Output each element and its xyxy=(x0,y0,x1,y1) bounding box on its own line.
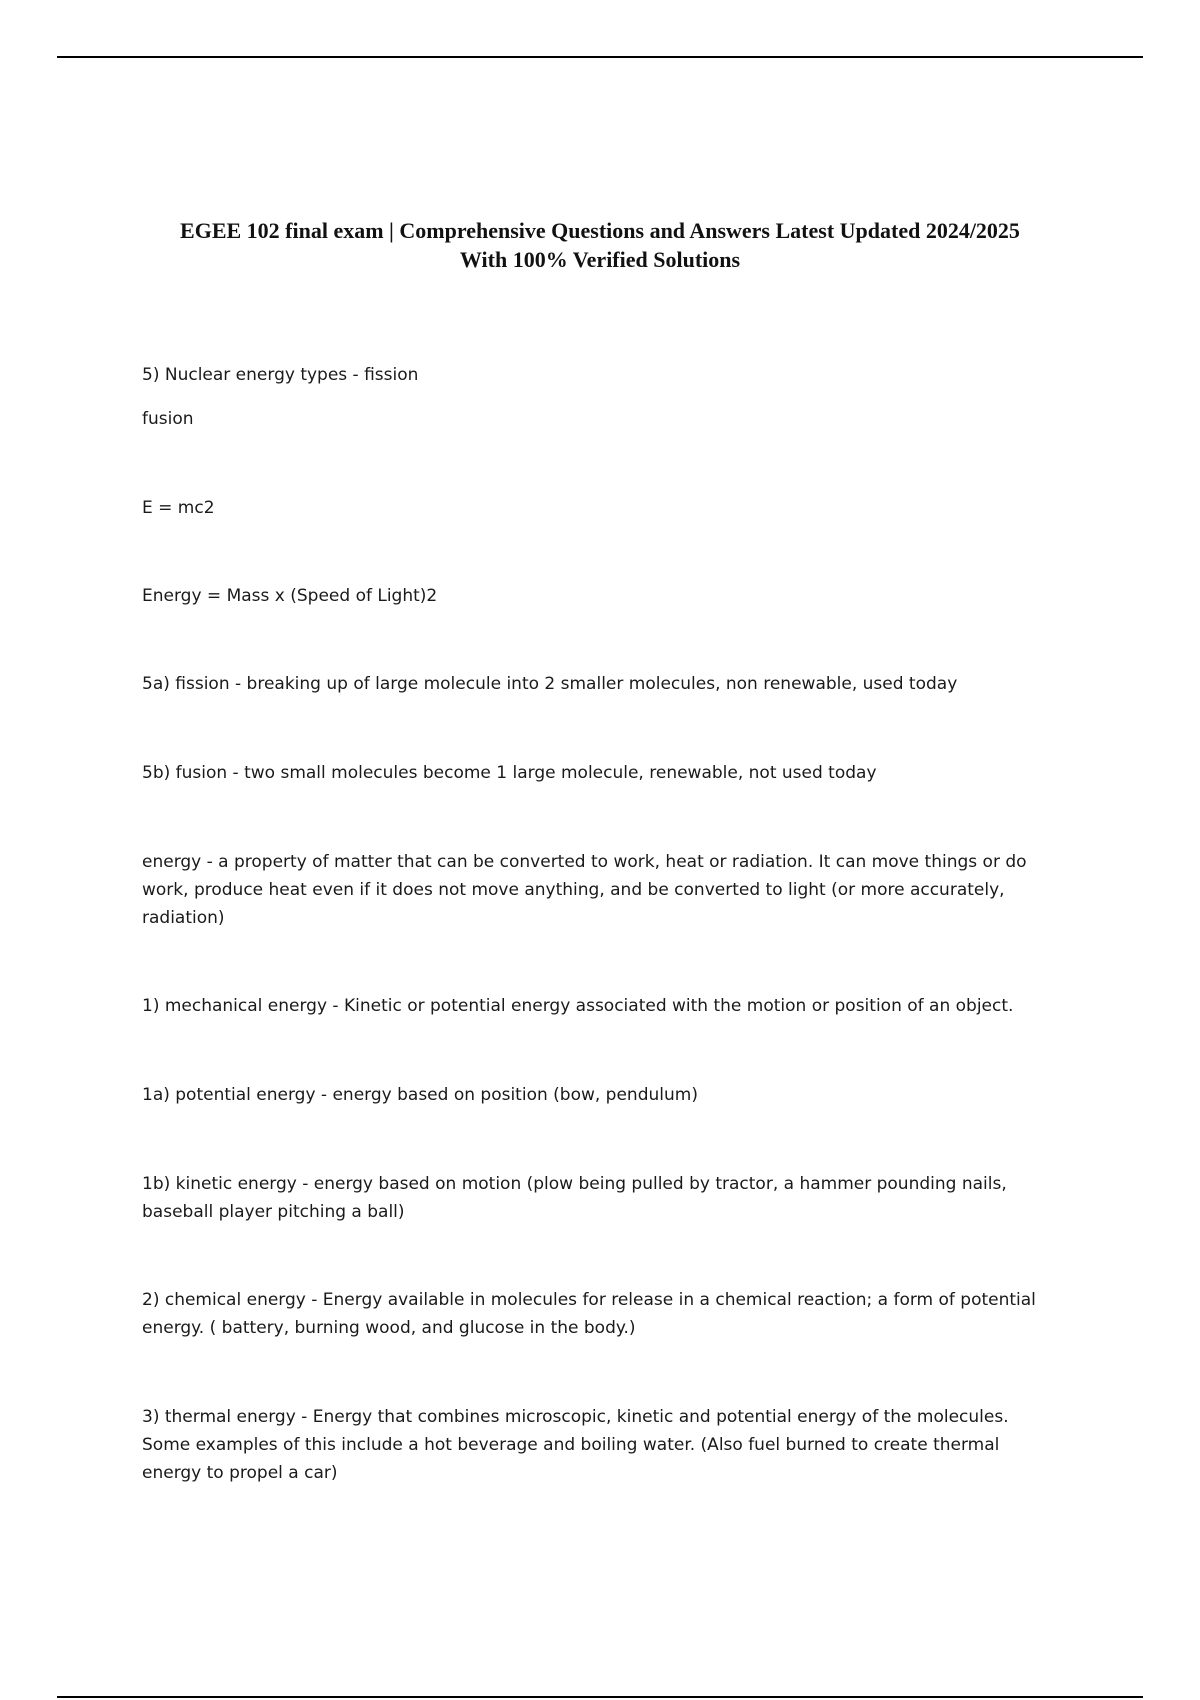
nuclear-types-line: 5) Nuclear energy types - fission xyxy=(142,365,419,385)
document-title xyxy=(100,216,1100,274)
thermal-energy-definition-line-3: energy to propel a car) xyxy=(142,1463,338,1483)
energy-definition-line-2: work, produce heat even if it does not move anything, and be converted to light (or more accurately, xyxy=(142,880,1005,900)
kinetic-energy-definition-line-2: baseball player pitching a ball) xyxy=(142,1202,405,1222)
thermal-energy-definition-line-1: 3) thermal energy - Energy that combines microscopic, kinetic and potential energy of the molecules. xyxy=(142,1407,1009,1427)
chemical-energy-definition-line-1: 2) chemical energy - Energy available in molecules for release in a chemical reaction; a form of potential xyxy=(142,1290,1036,1310)
title-line-1: EGEE 102 final exam | Comprehensive Questions and Answers Latest Updated 2024/2025 xyxy=(180,218,1020,243)
chemical-energy-definition-line-2: energy. ( battery, burning wood, and glucose in the body.) xyxy=(142,1318,636,1338)
thermal-energy-definition-line-2: Some examples of this include a hot beverage and boiling water. (Also fuel burned to create thermal xyxy=(142,1435,1000,1455)
energy-definition-line-3: radiation) xyxy=(142,908,225,928)
kinetic-energy-definition-line-1: 1b) kinetic energy - energy based on motion (plow being pulled by tractor, a hammer pounding nails, xyxy=(142,1174,1007,1194)
bottom-rule xyxy=(57,1696,1143,1698)
fusion-definition: 5b) fusion - two small molecules become 1 large molecule, renewable, not used today xyxy=(142,763,877,783)
fission-definition: 5a) fission - breaking up of large molecule into 2 smaller molecules, non renewable, used today xyxy=(142,674,958,694)
energy-definition-line-1: energy - a property of matter that can be converted to work, heat or radiation. It can move things or do xyxy=(142,852,1027,872)
title-line-2: With 100% Verified Solutions xyxy=(459,247,741,272)
equation-words-line: Energy = Mass x (Speed of Light)2 xyxy=(142,586,438,606)
potential-energy-definition: 1a) potential energy - energy based on position (bow, pendulum) xyxy=(142,1085,698,1105)
top-rule xyxy=(57,56,1143,58)
equation-line: E = mc2 xyxy=(142,498,215,518)
mechanical-energy-definition: 1) mechanical energy - Kinetic or potential energy associated with the motion or position of an object. xyxy=(142,996,1014,1016)
fusion-line: fusion xyxy=(142,409,194,429)
